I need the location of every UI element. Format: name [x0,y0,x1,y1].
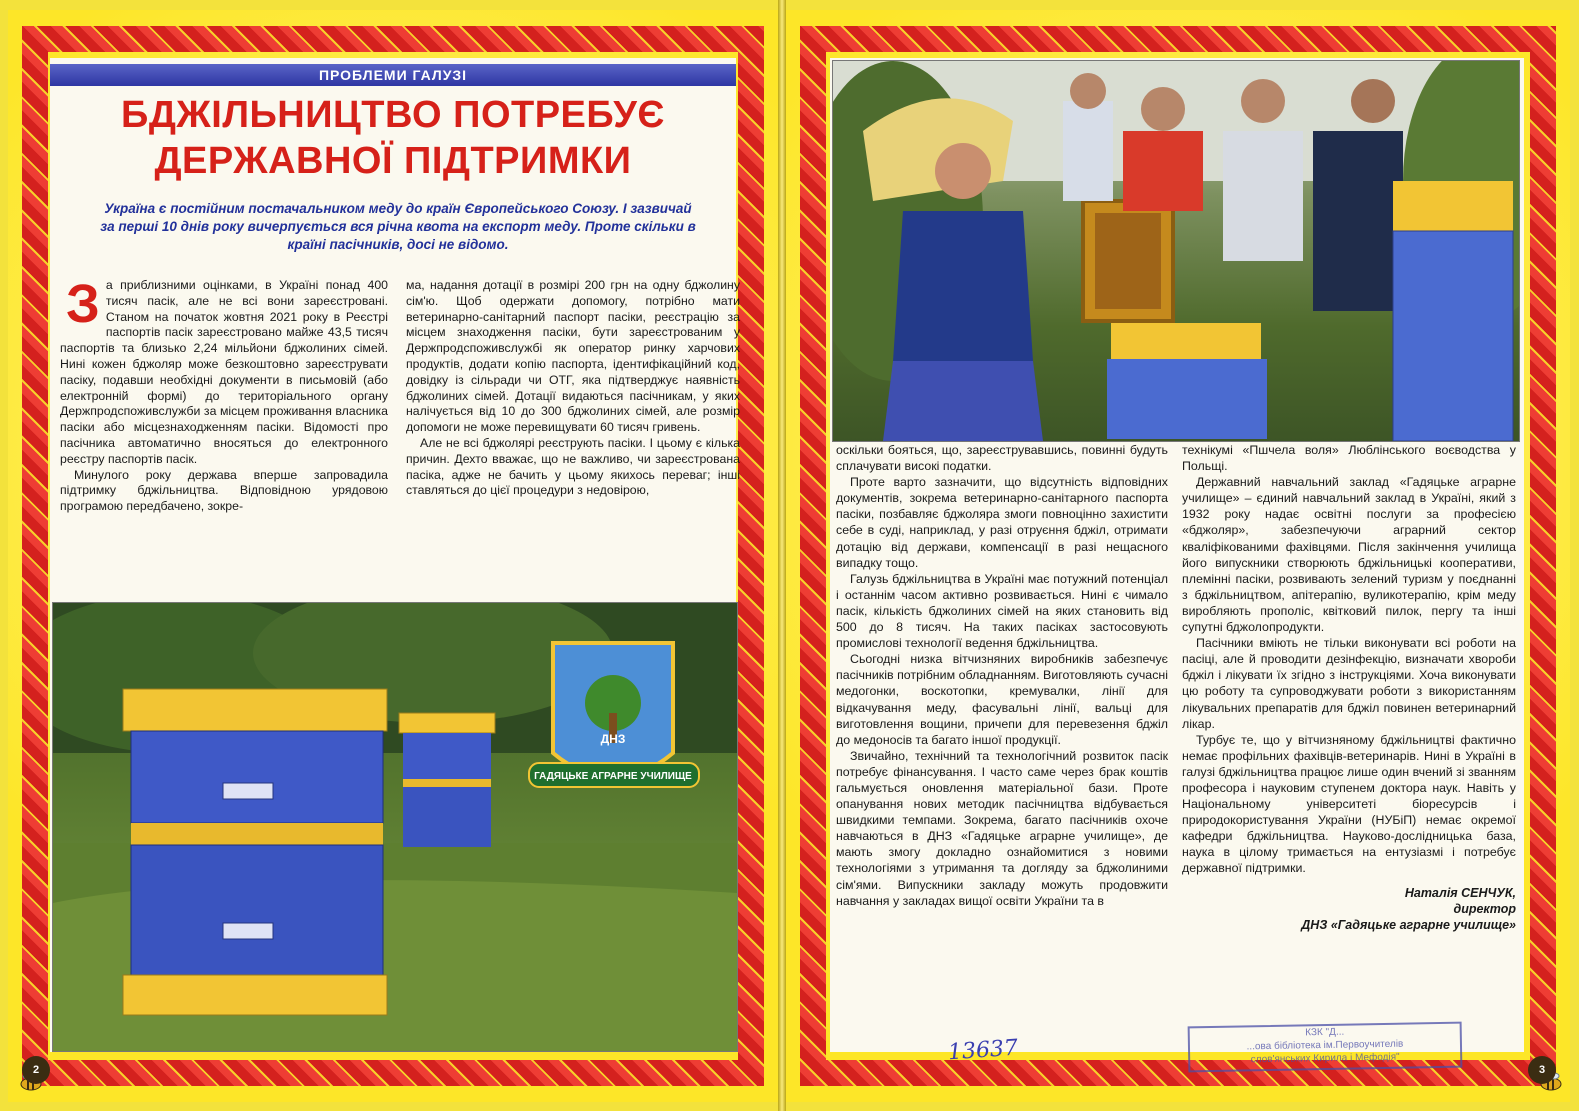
drop-cap: З [66,274,100,334]
rubric-banner: ПРОБЛЕМИ ГАЛУЗІ [50,64,736,86]
author-organization: ДНЗ «Гадяцьке аграрне училище» [1301,917,1516,932]
page-number: 3 [1528,1056,1556,1084]
text-column-3 [836,442,1168,909]
headline-line-2: ДЕРЖАВНОЇ ПІДТРИМКИ [154,140,632,182]
headline-line-1: БДЖІЛЬНИЦТВО ПОТРЕБУЄ [121,94,665,136]
text-column-4 [1182,442,1516,933]
author-role: директор [1453,901,1516,916]
beehives-photo [52,602,738,1052]
paragraph: Але не всі бджолярі реєструють пасіки. І цьому є кілька причин. Дехто вважає, що не важливо, чи зареєстрована пасіка, адже не бачить у цьому якихось переваг; інші ставляться до цієї процедури з недовірою, [406,435,740,498]
author-signature [1182,885,1516,933]
paragraph: Минулого року держава вперше запровадила підтримку бджільництва. Відповідною урядовою програмою передбачено, зокре- [60,467,388,514]
left-text-columns [60,274,740,583]
left-page [8,10,778,1102]
emblem-title: ДНЗ [600,732,626,746]
text-column-1 [60,274,388,515]
paragraph: Державний навчальний заклад «Гадяцьке аграрне училище» – єдиний навчальний заклад в Україні, який з 1932 року надає освітні послуги за професією «бджоляр», забезпечуючи аграрний сектор кваліфікованими фахівцями. Після закінчення училища його випускники створюють бджільницькі кооперативи, племінні пасіки, розвивають зелений туризм у поєднанні з бджільництвом, апітерапію, вуликотерапію, крім меду виробляють прополіс, квітковий пилок, пергу та інші супутні бджолопродукти. [1182,475,1516,635]
paragraph: Пасічники вміють не тільки виконувати всі роботи на пасіці, але й проводити дезінфекцію, визначати хвороби бджіл і лікувати їх згідно з інструкціями. Хоча виконувати цю роботу та супроводжувати роботи з використанням лікувальних препаратів для бджіл повинен ветеринарний лікар. [1182,636,1516,731]
paragraph: Звичайно, технічний та технологічний розвиток пасік потребує фінансування. І часто саме через брак коштів гальмується оновлення матеріальної бази. Проте опанування нових методик пасічництва відбувається швидкими темпами. Зокрема, багато пасічників охоче навчаються в ДНЗ «Гадяцьке аграрне училище», де мають змогу докладно ознайомитися з новими технологіями з утримання та догляду за бджолиними сім'ями. Випускники закладу можуть продовжити навчання у закладах вищої освіти України та в [836,748,1168,908]
inventory-number: 13637 [947,1035,1019,1066]
paragraph: Турбує те, що у вітчизняному бджільництві фактично немає профільних фахівців-ветеринарів. Нині в Україні в галузі бджільництва працює лише один вчений зі званням професора і науковим ступенем доктора наук. Навіть у Національному університеті біоресурсів і природокористування України (НУБіП) немає окремої кафедри бджільництва. Науково-дослідницька база, наука в цілому тримається на ентузіазмі і потребує державної підтримки. [1182,732,1516,876]
paragraph: Сьогодні низка вітчизняних виробників забезпечує пасічників потрібним обладнанням. Виготовляють сучасні медогонки, воскотопки, кремувалки, лінії для відкачування меду, фасувальні лінії, вальці для виготовлення вощини, причепи для перевезення бджіл до медоносів та багато іншої продукції. [836,652,1168,747]
paragraph: оскільки бояться, що, зареєструвавшись, повинні будуть сплачувати високі податки. [836,443,1168,474]
text-column-2 [406,278,740,499]
right-text-columns [836,442,1518,1066]
students-with-beekeeper-photo [832,60,1520,442]
paragraph: технікумі «Пшчела воля» Люблінського воєводства у Польщі. [1182,443,1516,474]
emblem-caption: ГАДЯЦЬКЕ АГРАРНЕ УЧИЛИЩЕ [534,771,692,782]
paragraph: Галузь бджільництва в Україні має потужний потенціал і останнім часом активно розвивається. Нині є чимало пасік, кількість бджолиних сімей на яких становить від 500 до 8 тисяч. На таких пасіках застосовують промислові технології ведення бджільництва. [836,571,1168,651]
paragraph: Проте варто зазначити, що відсутність відповідних документів, зокрема ветеринарно-санітарного паспорта пасіки, позбавляє бджоляра змоги повноцінно захистити себе в суді, наприклад, у разі отруєння бджіл, отримати дотацію від держави, компенсації в разі нещасного випадку тощо. [836,475,1168,570]
beehives-illustration [53,603,737,1051]
paragraph: За приблизними оцінками, в Україні понад 400 тисяч пасік, але не всі вони зареєстровані. Станом на початок жовтня 2021 року в Реєстрі паспортів пасік зареєстровано майже 43,5 тисяч паспортів та близько 2,24 мільйони бджолиних сімей. Нині кожен бджоляр може безкоштовно зареєструвати пасіку, подавши необхідні документи в письмовій (або електронній формі) до територіального органу Держпродспоживслужби за місцем проживання власника пасіки або місцезнаходженням пасіки. Відомості про пасічника автоматично вносяться до електронного реєстру паспортів пасік. [60,274,388,466]
right-page [786,10,1570,1102]
spread-gutter [778,0,786,1111]
article-headline [50,92,736,184]
article-lead: Україна є постійним постачальником меду до країн Європейського Союзу. І зазвичай за перші 10 днів року вичерпується вся річна квота на експорт меду. Проте скільки в країні пасічників, досі не відомо. [100,201,696,252]
library-stamp: КЗК "Д... ...ова бібліотека ім.Первоучителів слов'янських Кирила і Мефодія" [1188,1022,1463,1073]
page-number: 2 [22,1056,50,1084]
students-illustration [833,61,1519,441]
author-name: Наталія СЕНЧУК, [1404,885,1516,900]
left-page-content [50,58,740,1052]
paragraph: ма, надання дотації в розмірі 200 грн на одну бджолину сім'ю. Щоб одержати допомогу, потрібно мати ветеринарно-санітарний паспорт пасіки, реєстрацію за місцем знаходження пасіки, бути зареєстрованим у Держпродспоживслужбі як оператор ринку харчових продуктів, додати копію паспорта, ідентифікаційний код, довідку із сільради чи ОТГ, яка підтверджує наявність бджолиних сімей. Дотації видаються пасічникам, у яких налічується від 10 до 300 бджолиних сімей, але розмір допомоги не може перевищувати 60 тисяч гривень. [406,278,740,435]
right-page-content [830,58,1524,1066]
